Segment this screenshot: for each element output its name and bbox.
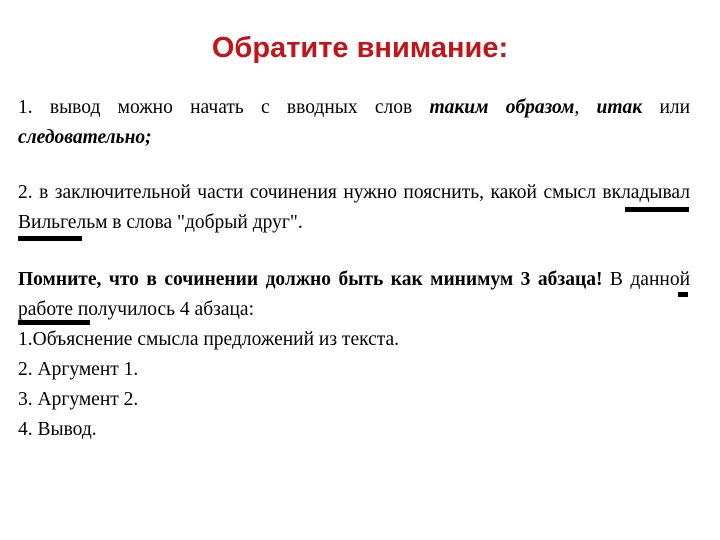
point-1-word-obrazom: образом xyxy=(505,97,575,118)
point-2-text: 2. в заключительной части сочинения нужно пояснить, какой смысл вкладывал Вильгельм в слова "добрый друг". xyxy=(18,182,690,233)
underline-mark-abzaca xyxy=(18,320,90,325)
reminder-bold-text: Помните, что в сочинении должно быть как минимум 3 абзаца! xyxy=(18,269,603,290)
point-2-paragraph xyxy=(18,178,690,238)
point-1-word-itak: итак xyxy=(596,97,643,118)
point-1-word-sledovatelno: следовательно; xyxy=(18,127,152,148)
reminder-item-3: 3. Аргумент 2. xyxy=(18,389,139,410)
point-1-or: или xyxy=(659,97,691,118)
point-1-comma: , xyxy=(574,97,580,118)
reminder-item-1: 1.Объяснение смысла предложений из текста. xyxy=(18,329,400,350)
underline-mark-three xyxy=(678,292,688,297)
point-1-text: вывод можно начать с вводных слов xyxy=(49,97,413,118)
slide-title: Обратите внимание: xyxy=(211,32,509,64)
reminder-item-2: 2. Аргумент 1. xyxy=(18,359,139,380)
underline-mark-smysl xyxy=(18,236,82,241)
reminder-text: В данной работе получилось 4 абзаца: xyxy=(18,269,691,320)
point-1-number: 1. xyxy=(18,97,33,118)
point-1-paragraph xyxy=(18,93,690,153)
underline-mark-kakoy xyxy=(625,207,689,212)
reminder-item-4: 4. Вывод. xyxy=(18,419,97,440)
reminder-paragraph xyxy=(18,265,690,445)
point-1-word-takim: таким xyxy=(429,97,489,118)
